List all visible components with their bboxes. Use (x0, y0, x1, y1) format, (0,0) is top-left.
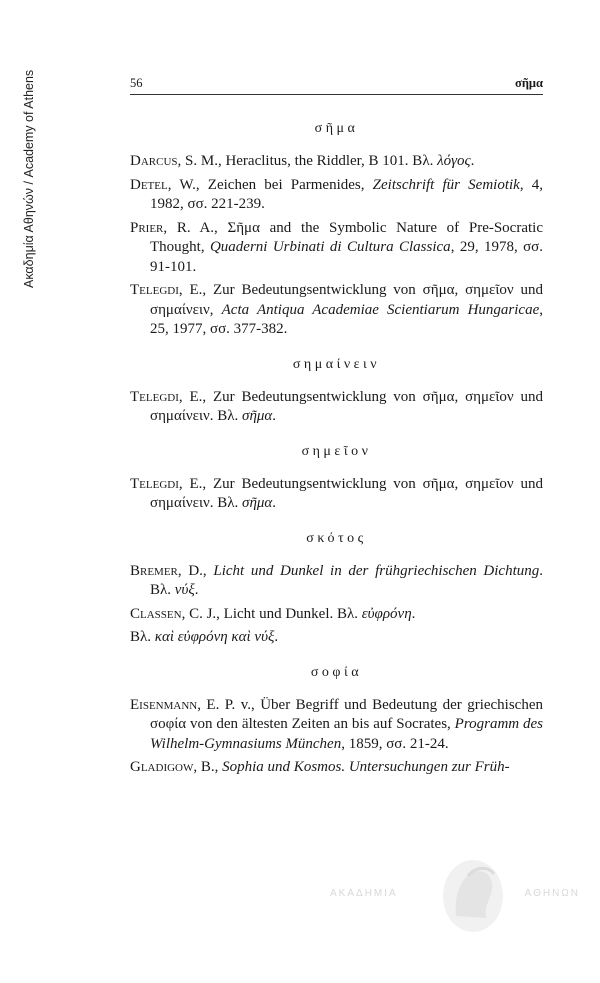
bibliography-entry (130, 696, 543, 755)
bibliography-entry (130, 562, 543, 601)
academy-watermark (330, 856, 580, 936)
entry-italic-text: Sophia und Kosmos. Untersuchungen zur Früh- (222, 759, 510, 775)
entry-author: Telegdi (130, 388, 179, 405)
running-head: σῆμα (515, 76, 543, 90)
entry-author: Classen (130, 605, 182, 622)
entry-text: , B., (193, 759, 223, 775)
entry-author: Detel (130, 176, 168, 193)
entry-text: . (411, 605, 416, 622)
watermark-left-text: ΑΚΑΔΗΜΙΑ (330, 888, 398, 899)
bibliography-entry (130, 388, 543, 427)
entry-text: , S. M., Heraclitus, the Riddler, B 101. Βλ. (177, 153, 438, 169)
section-title: σῆμα (314, 121, 359, 136)
bibliography-entry (130, 628, 543, 648)
bibliography-content (130, 112, 543, 782)
bibliography-entry (130, 219, 543, 278)
entry-text: . (194, 582, 199, 598)
entry-italic-text: Programm des Wilhelm-Gymnasiums München (150, 716, 543, 752)
entry-text: . (274, 629, 279, 645)
entry-text: , D., (177, 562, 214, 579)
entry-italic-text: Quaderni Urbinati di Cultura Classica (209, 239, 451, 255)
entry-text: , C. J., Licht und Dunkel. Βλ. (181, 605, 362, 622)
watermark-right-text: ΑΘΗΝΩΝ (524, 888, 580, 899)
bibliography-entry (130, 758, 543, 778)
entry-text: , 29, 1978, σσ. 91-101. (150, 239, 544, 275)
page-header (130, 76, 543, 95)
entry-author: Eisenmann (130, 696, 198, 713)
entry-text: . (272, 408, 277, 424)
entry-text: , E., Zur Bedeutungsentwicklung von σῆμα, σημεῖον und σημαίνειν, (150, 282, 543, 318)
entry-text: , R. A., Σῆμα and the Symbolic Nature of Pre-Socratic Thought, (150, 219, 543, 255)
entry-italic-text: εὐφρόνη (361, 605, 412, 622)
entry-italic-text: Licht und Dunkel in der frühgriechischen Dichtung (213, 562, 540, 579)
entry-author: Gladigow (130, 759, 194, 775)
side-label-text: Ακαδημία Αθηνών / Academy of Athens (22, 69, 36, 288)
entry-text: , E., Zur Bedeutungsentwicklung von σῆμα, σημεῖον und σημαίνειν. Βλ. (150, 475, 543, 511)
page-number: 56 (130, 76, 143, 90)
section-title: σκότος (306, 530, 367, 546)
section-title: σημαίνειν (292, 356, 381, 372)
section-title: σοφία (310, 664, 363, 680)
entry-text: , 25, 1977, σσ. 377-382. (150, 301, 543, 337)
entry-italic-text: σῆμα (242, 408, 273, 424)
entry-italic-text: λόγος (437, 153, 471, 169)
entry-italic-text: Zeitschrift für Semiotik (372, 176, 520, 193)
entry-author: Prier (130, 219, 164, 236)
athena-seal-icon (438, 856, 508, 936)
entry-author: Darcus (130, 153, 178, 169)
entry-text: Βλ. (130, 629, 155, 645)
entry-italic-text: νύξ (174, 582, 195, 598)
entry-text: . Βλ. (150, 562, 543, 598)
bibliography-entry (130, 281, 543, 340)
entry-author: Telegdi (130, 282, 179, 298)
bibliography-entry (130, 176, 543, 215)
entry-text: , 4, 1982, σσ. 221-239. (150, 176, 544, 212)
bibliography-entry (130, 475, 543, 514)
entry-italic-text: καὶ εὐφρόνη καὶ νύξ (154, 629, 275, 645)
entry-author: Telegdi (130, 475, 179, 492)
bibliography-entry (130, 605, 543, 625)
entry-text: , 1859, σσ. 21-24. (341, 735, 449, 752)
entry-italic-text: σῆμα (242, 495, 273, 511)
entry-text: . (470, 153, 475, 169)
entry-italic-text: Acta Antiqua Academiae Scientiarum Hungaricae (221, 301, 540, 318)
entry-text: . (272, 495, 277, 511)
entry-text: , W., Zeichen bei Parmenides, (167, 176, 373, 193)
entry-text: , E. P. v., Über Begriff und Bedeutung der griechischen σοφία von den ältesten Zeiten an bis auf Socrates, (150, 696, 543, 732)
section-title: σημεῖον (301, 443, 372, 459)
bibliography-entry (130, 152, 543, 172)
entry-text: , E., Zur Bedeutungsentwicklung von σῆμα, σημεῖον und σημαίνειν. Βλ. (150, 388, 543, 424)
entry-author: Bremer (130, 562, 178, 579)
archive-side-label (18, 48, 42, 288)
